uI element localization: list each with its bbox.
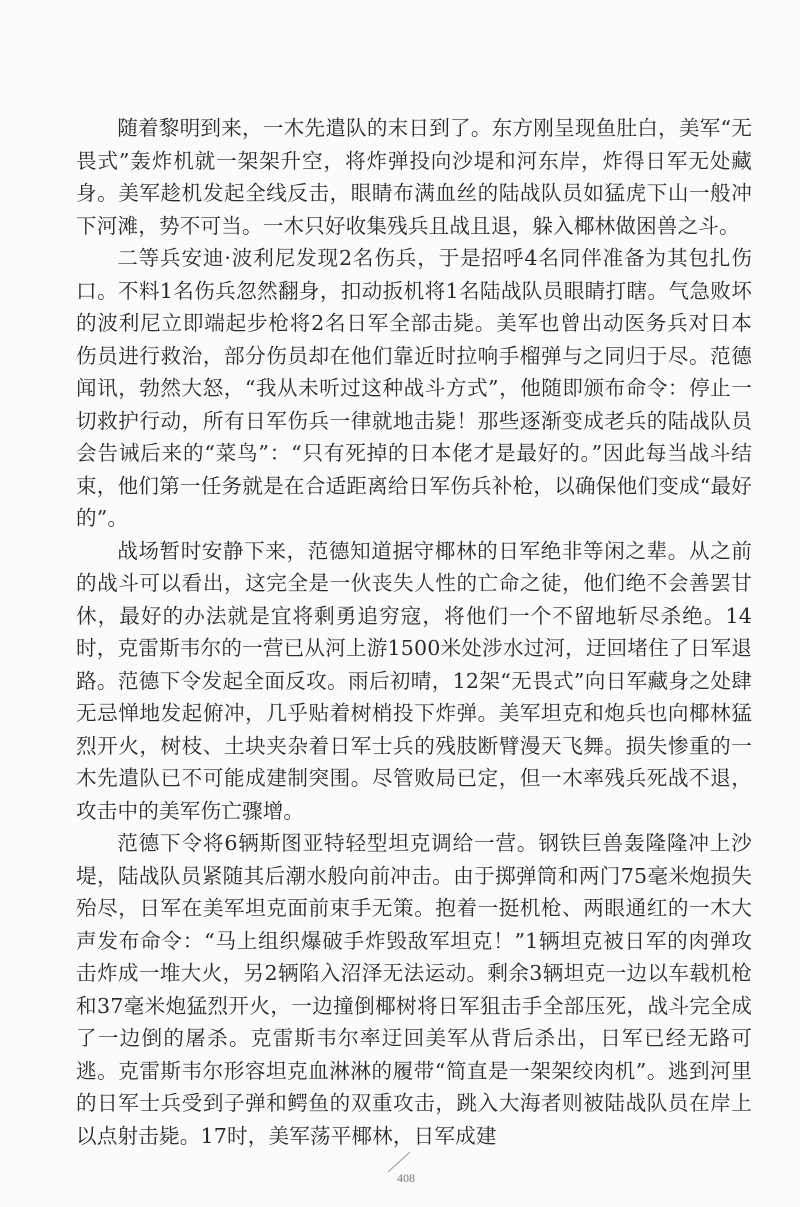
body-text xyxy=(76,112,752,1152)
paragraph-2: 二等兵安迪·波利尼发现2名伤兵，于是招呼4名同伴准备为其包扎伤口。不料1名伤兵忽然翻身，扣动扳机将1名陆战队员眼睛打瞎。气急败坏的波利尼立即端起步枪将2名日军全部击毙。美军也曾出动医务兵对日本伤员进行救治，部分伤员却在他们靠近时拉响手榴弹与之同归于尽。范德闻讯，勃然大怒，“我从未听过这种战斗方式”，他随即颁布命令：停止一切救护行动，所有日军伤兵一律就地击毙！那些逐渐变成老兵的陆战队员会告诫后来的“菜鸟”：“只有死掉的日本佬才是最好的。”因此每当战斗结束，他们第一任务就是在合适距离给日军伤兵补枪，以确保他们变成“最好的”。 xyxy=(76,246,752,530)
page-number: 408 xyxy=(397,1171,415,1185)
paragraph-3: 战场暂时安静下来，范德知道据守椰林的日军绝非等闲之辈。从之前的战斗可以看出，这完全是一伙丧失人性的亡命之徒，他们绝不会善罢甘休，最好的办法就是宜将剩勇追穷寇，将他们一个不留地斩尽杀绝。14时，克雷斯韦尔的一营已从河上游1500米处涉水过河，迂回堵住了日军退路。范德下令发起全面反攻。雨后初晴，12架“无畏式”向日军藏身之处肆无忌惮地发起俯冲，几乎贴着树梢投下炸弹。美军坦克和炮兵也向椰林猛烈开火，树枝、土块夹杂着日军士兵的残肢断臂漫天飞舞。损失惨重的一木先遣队已不可能成建制突围。尽管败局已定，但一木率残兵死战不退，攻击中的美军伤亡骤增。 xyxy=(76,538,752,823)
paragraph-1: 随着黎明到来，一木先遣队的末日到了。东方刚呈现鱼肚白，美军“无畏式”轰炸机就一架架升空，将炸弹投向沙堤和河东岸，炸得日军无处藏身。美军趁机发起全线反击，眼睛布满血丝的陆战队员如猛虎下山一般冲下河滩，势不可当。一木只好收集残兵且战且退，躲入椰林做困兽之斗。 xyxy=(76,116,752,238)
paragraph-4: 范德下令将6辆斯图亚特轻型坦克调给一营。钢铁巨兽轰隆隆冲上沙堤，陆战队员紧随其后潮水般向前冲击。由于掷弹筒和两门75毫米炮损失殆尽，日军在美军坦克面前束手无策。抱着一挺机枪、两眼通红的一木大声发布命令：“马上组织爆破手炸毁敌军坦克！”1辆坦克被日军的肉弹攻击炸成一堆大火，另2辆陷入沼泽无法运动。剩余3辆坦克一边以车载机枪和37毫米炮猛烈开火，一边撞倒椰树将日军狙击手全部压死，战斗完全成了一边倒的屠杀。克雷斯韦尔率迂回美军从背后杀出，日军已经无路可逃。克雷斯韦尔形容坦克血淋淋的履带“简直是一架架绞肉机”。逃到河里的日军士兵受到子弹和鳄鱼的双重攻击，跳入大海者则被陆战队员在岸上以点射击毙。17时，美军荡平椰林，日军成建 xyxy=(76,831,752,1148)
